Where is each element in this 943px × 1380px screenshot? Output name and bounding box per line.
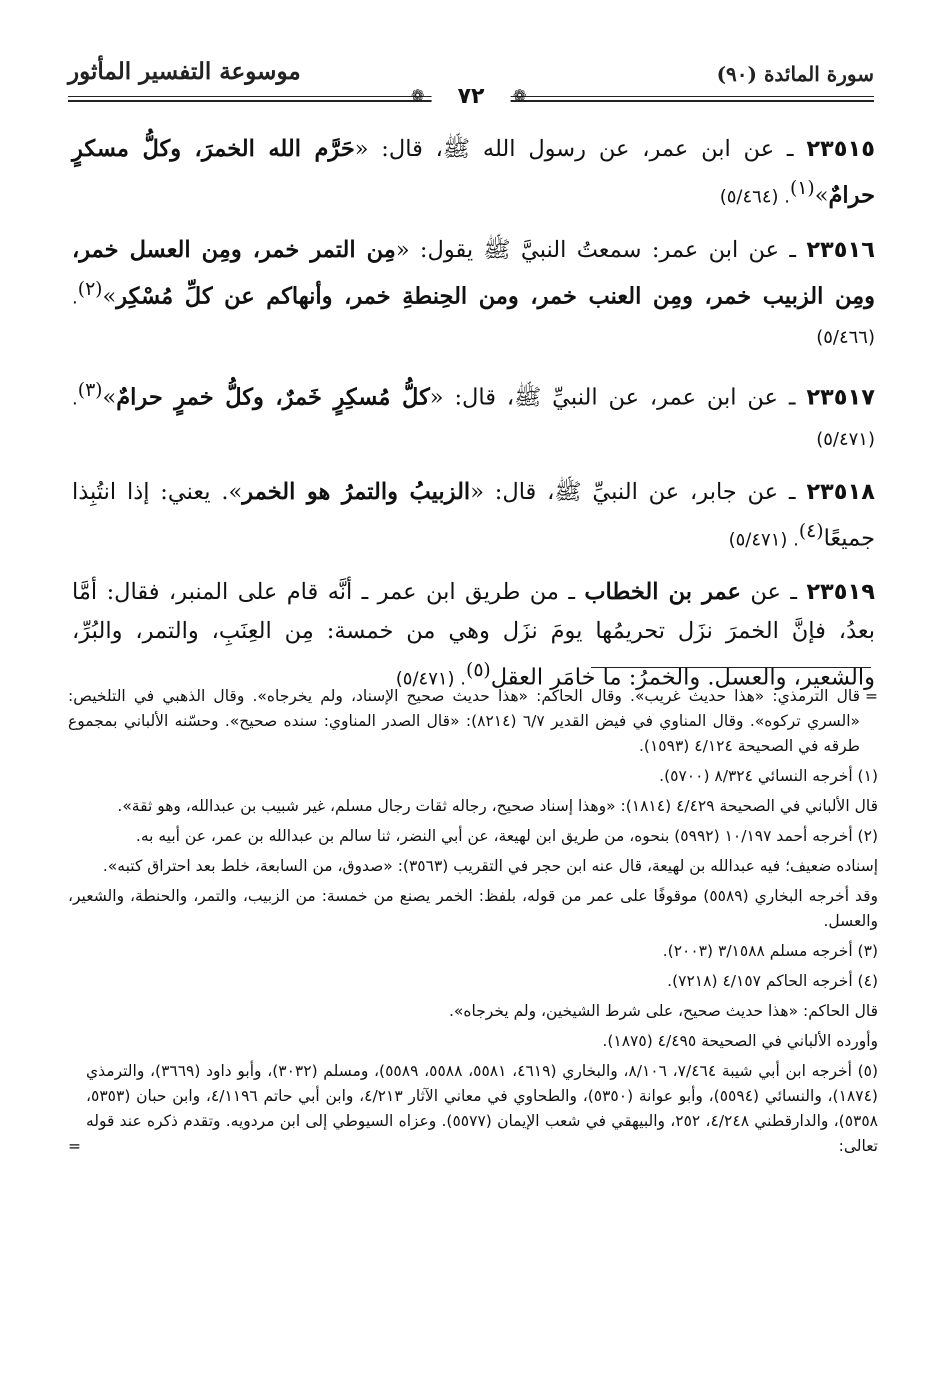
hadith-text-tail: » xyxy=(102,384,117,411)
hadith-text: كلُّ مُسكِرٍ خَمرٌ، وكلُّ خمرٍ حرامٌ xyxy=(116,384,430,411)
hadith-text-tail: ». يعني: إذا انتُبِذا جميعًا xyxy=(72,478,875,551)
footnote: (٥) أخرجه ابن أبي شيبة ٧/٤٦٤، ٨/١٠٦، والبخاري (٤٦١٩، ٥٥٨١، ٥٥٨٨، ٥٥٨٩)، ومسلم (٣٠٣٢)، وأبو داود (٣٦٦٩)، والترمذي (١٨٧٤)، والنسائي (٥٥٩٤)، وأبو عوانة (٥٣٥٠)، والطحاوي في معاني الآثار ٤/٢١٣، وابن أبي حاتم ٤/١١٩٦، وابن حبان (٥٣٥٣، ٥٣٥٨)، والدارقطني ٤/٢٤٨، ٢٥٢، والبيهقي في شعب الإيمان (٥٥٧٧). وعزاه السيوطي إلى ابن مردويه. وتقدم ذكره عند قوله تعالى: = xyxy=(68,1059,878,1159)
footnote: (٣) أخرجه مسلم ٣/١٥٨٨ (٢٠٠٣). xyxy=(662,942,878,960)
hadith-intro: ـ عن xyxy=(740,579,807,605)
hadith-entry xyxy=(72,371,875,459)
hadith-text-tail: » xyxy=(814,182,829,209)
hadith-entry xyxy=(72,573,875,699)
ornament-icon: ❁ xyxy=(513,88,527,105)
hadith-text: مِن التمر خمر، ومِن العسل خمر، ومِن الزبيب خمر، ومِن العنب خمر، ومن الحِنطةِ خمر، وأنهاكم عن كلِّ مُسْكِر xyxy=(72,236,875,309)
footnote-comment: وقد أخرجه البخاري (٥٥٨٩) موقوفًا على عمر من قوله، بلفظ: الخمر يصنع من خمسة: من الزبيب، والتمر، والحنطة، والشعير، والعسل. xyxy=(68,887,878,930)
footnote: (١) أخرجه النسائي ٨/٣٢٤ (٥٧٠٠). xyxy=(659,767,878,785)
hadith-text: حَرَّم الله الخمرَ، وكلُّ مسكرٍ حرامٌ xyxy=(72,136,875,209)
page-header xyxy=(68,58,874,120)
hadith-number: ٢٣٥١٨ xyxy=(806,478,875,505)
hadith-text-tail: » xyxy=(102,283,117,309)
hadith-number: ٢٣٥١٧ xyxy=(806,384,875,411)
footnote-marker: (٣) xyxy=(77,380,103,401)
volume-reference: . (٥/٤٧١) xyxy=(395,668,467,690)
footnote-comment: قال الحاكم: «هذا حديث صحيح، على شرط الشيخين، ولم يخرجاه». xyxy=(448,1002,878,1020)
hadith-number: ٢٣٥١٩ xyxy=(806,579,875,605)
ornament-icon: ❁ xyxy=(411,88,425,105)
hadith-entry xyxy=(72,130,875,217)
volume-reference: . (٥/٤٦٦) xyxy=(72,287,875,348)
surah-title: سورة المائدة (٩٠) xyxy=(716,62,874,86)
volume-reference: . (٥/٤٧١) xyxy=(728,529,799,550)
hadith-intro: ـ عن جابر، عن النبيِّ ﷺ، قال: « xyxy=(470,478,807,505)
footnote: (٤) أخرجه الحاكم ٤/١٥٧ (٧٢١٨). xyxy=(667,972,878,990)
narrator-name: عمر بن الخطاب xyxy=(584,579,741,605)
footnote-marker: (٤) xyxy=(798,520,824,542)
footnote-comment: إسناده ضعيف؛ فيه عبدالله بن لهيعة، قال عنه ابن حجر في التقريب (٣٥٦٣): «صدوق، من السابعة، خلط بعد احتراق كتبه». xyxy=(102,857,878,875)
hadith-number: ٢٣٥١٦ xyxy=(806,236,875,263)
hadith-intro: ـ عن ابن عمر، عن رسول الله ﷺ، قال: « xyxy=(354,136,807,162)
footnote-marker: (٢) xyxy=(77,278,103,300)
book-title: موسوعة التفسير المأثور xyxy=(68,58,301,85)
hadith-intro: ـ عن ابن عمر: سمعتُ النبيَّ ﷺ يقول: « xyxy=(395,236,807,263)
footnote-comment: قال الألباني في الصحيحة ٤/٤٢٩ (١٨١٤): «وهذا إسناد صحيح، رجاله ثقات رجال مسلم، غير شبيب بن عبدالله، وهو ثقة». xyxy=(117,797,878,815)
hadith-text: ـ من طريق ابن عمر ـ أنَّه قام على المنبر، فقال: أمَّا بعدُ، فإنَّ الخمرَ نزَل تحريمُها يومَ نزَل وهي من خمسة: مِن العِنَبِ، والتمر، والبُرِّ، والشعير، والعسل. والخمرُ: ما خامَر العقل xyxy=(72,579,875,691)
footnote-marker: (٥) xyxy=(466,660,491,681)
page-number: ٧٢ xyxy=(432,84,511,109)
volume-reference: . (٥/٤٧١) xyxy=(72,388,875,450)
footnote-separator xyxy=(591,667,871,668)
hadith-entry xyxy=(72,473,875,560)
volume-reference: . (٥/٤٦٤) xyxy=(719,186,790,208)
footnote-continued: = قال الترمذي: «هذا حديث غريب». وقال الحاكم: «هذا حديث صحيح الإسناد، ولم يخرجاه». وقال الذهبي في التلخيص: «السري تركوه». وقال المناوي في فيض القدير ٦/٧ (٨٢١٤): «قال الصدر المناوي: سنده صحيح». وحسّنه الألباني بمجموع طرقه في الصحيحة ٤/١٢٤ (١٥٩٣). xyxy=(68,684,878,759)
hadith-text: الزبيبُ والتمرُ هو الخمر xyxy=(242,478,471,505)
hadith-list xyxy=(72,130,875,713)
hadith-number: ٢٣٥١٥ xyxy=(806,136,875,162)
footnote: (٢) أخرجه أحمد ١٠/١٩٧ (٥٩٩٢) بنحوه، من طريق ابن لهيعة، عن أبي النضر، ثنا سالم بن عبدالله بن عمر، عن أبيه به. xyxy=(135,827,878,845)
footnote-marker: (١) xyxy=(789,178,815,199)
footnotes xyxy=(68,684,878,1164)
hadith-entry xyxy=(72,231,875,358)
hadith-intro: ـ عن ابن عمر، عن النبيِّ ﷺ، قال: « xyxy=(429,384,807,411)
footnote-comment: وأورده الألباني في الصحيحة ٤/٤٩٥ (١٨٧٥). xyxy=(602,1032,878,1050)
